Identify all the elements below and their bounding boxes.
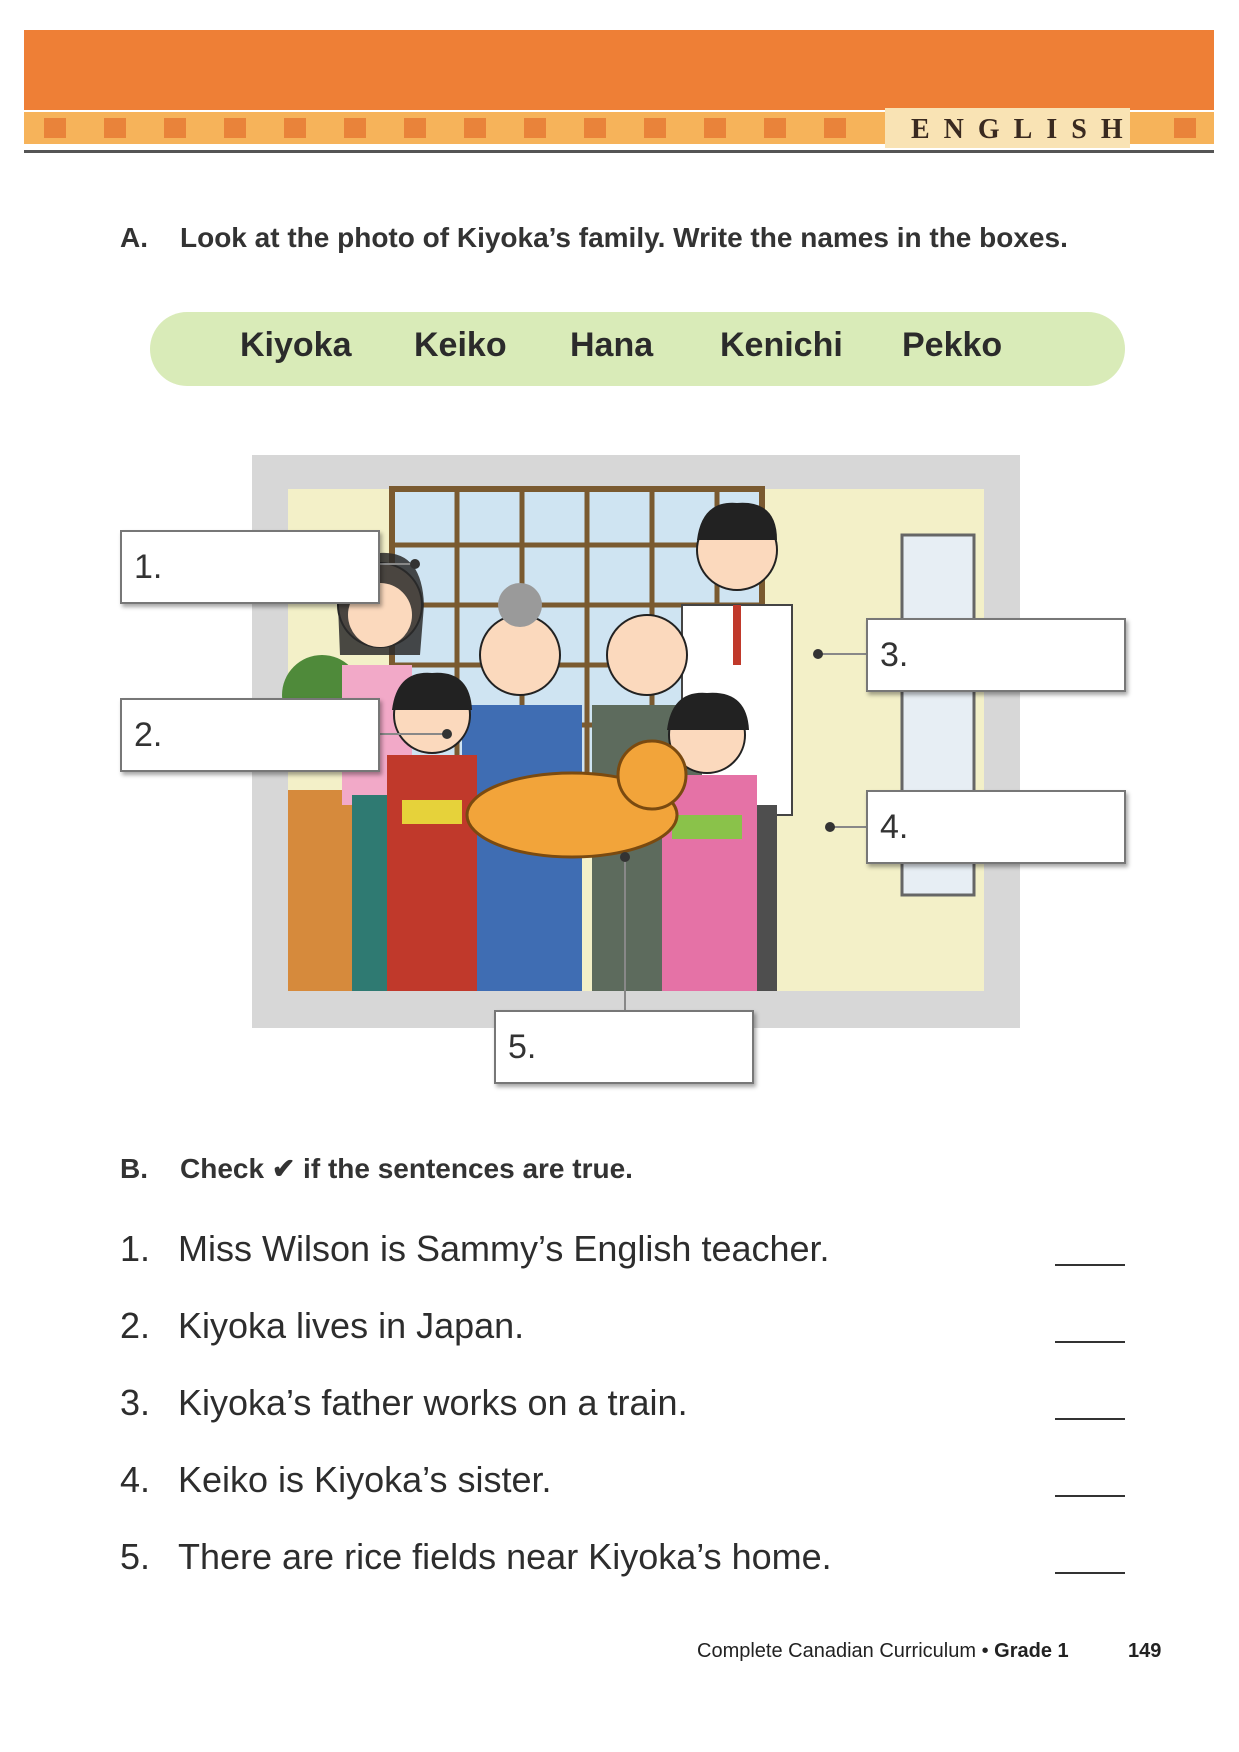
footer-credit (697, 1640, 1069, 1663)
answer-blank-3[interactable] (1055, 1418, 1125, 1420)
answer-blank-1[interactable] (1055, 1264, 1125, 1266)
sentence-item (120, 1536, 832, 1578)
word-bank (150, 312, 1125, 386)
leader-line-4 (830, 826, 868, 828)
section-a-letter: A. (120, 222, 148, 253)
section-b-instruction: Check ✔ if the sentences are true. (180, 1153, 633, 1184)
pointer-dot-4 (825, 822, 835, 832)
sentence-text: Miss Wilson is Sammy’s English teacher. (178, 1228, 830, 1269)
sentence-number: 3. (120, 1382, 151, 1423)
word-bank-item: Pekko (902, 326, 1003, 364)
pointer-dot-1 (410, 559, 420, 569)
answer-blank-5[interactable] (1055, 1572, 1125, 1574)
sentence-item (120, 1228, 830, 1270)
sentence-text: Keiko is Kiyoka’s sister. (178, 1459, 552, 1500)
answer-blank-2[interactable] (1055, 1341, 1125, 1343)
header-banner (24, 30, 1214, 110)
name-box-number: 4. (880, 808, 909, 846)
section-a-instruction: Look at the photo of Kiyoka’s family. Write the names in the boxes. (180, 222, 1068, 253)
section-a-heading (120, 222, 1068, 254)
footer-book-title: Complete Canadian Curriculum (697, 1640, 977, 1662)
pointer-dot-2 (442, 729, 452, 739)
name-box-3[interactable] (866, 618, 1126, 692)
leader-line-2 (376, 733, 446, 735)
sentence-number: 4. (120, 1459, 151, 1500)
sentence-item (120, 1382, 688, 1424)
sentence-number: 1. (120, 1228, 151, 1269)
name-box-number: 2. (134, 716, 163, 754)
leader-line-5 (624, 860, 626, 1012)
sentence-text: There are rice fields near Kiyoka’s home. (178, 1536, 832, 1577)
page-number: 149 (1128, 1640, 1162, 1662)
sentence-text: Kiyoka lives in Japan. (178, 1305, 525, 1346)
name-box-number: 3. (880, 636, 909, 674)
sentence-item (120, 1305, 524, 1347)
footer-grade: Grade 1 (994, 1640, 1069, 1662)
name-box-5[interactable] (494, 1010, 754, 1084)
word-bank-item: Kiyoka (240, 326, 352, 364)
pointer-dot-3 (813, 649, 823, 659)
leader-line-3 (818, 653, 868, 655)
pointer-dot-5 (620, 852, 630, 862)
word-bank-item: Hana (570, 326, 654, 364)
section-b-letter: B. (120, 1153, 148, 1184)
answer-blank-4[interactable] (1055, 1495, 1125, 1497)
section-b-heading (120, 1152, 633, 1185)
header-rule (24, 150, 1214, 153)
name-box-1[interactable] (120, 530, 380, 604)
sentence-item (120, 1459, 551, 1501)
name-box-number: 5. (508, 1028, 537, 1066)
name-box-number: 1. (134, 548, 163, 586)
sentence-number: 5. (120, 1536, 151, 1577)
word-bank-item: Keiko (414, 326, 507, 364)
sentence-number: 2. (120, 1305, 151, 1346)
name-box-4[interactable] (866, 790, 1126, 864)
footer-bullet: • (981, 1640, 989, 1662)
sentence-text: Kiyoka’s father works on a train. (178, 1382, 688, 1423)
word-bank-item: Kenichi (720, 326, 843, 364)
subject-tag (885, 108, 1137, 148)
name-box-2[interactable] (120, 698, 380, 772)
subject-label: ENGLISH (911, 114, 1137, 145)
